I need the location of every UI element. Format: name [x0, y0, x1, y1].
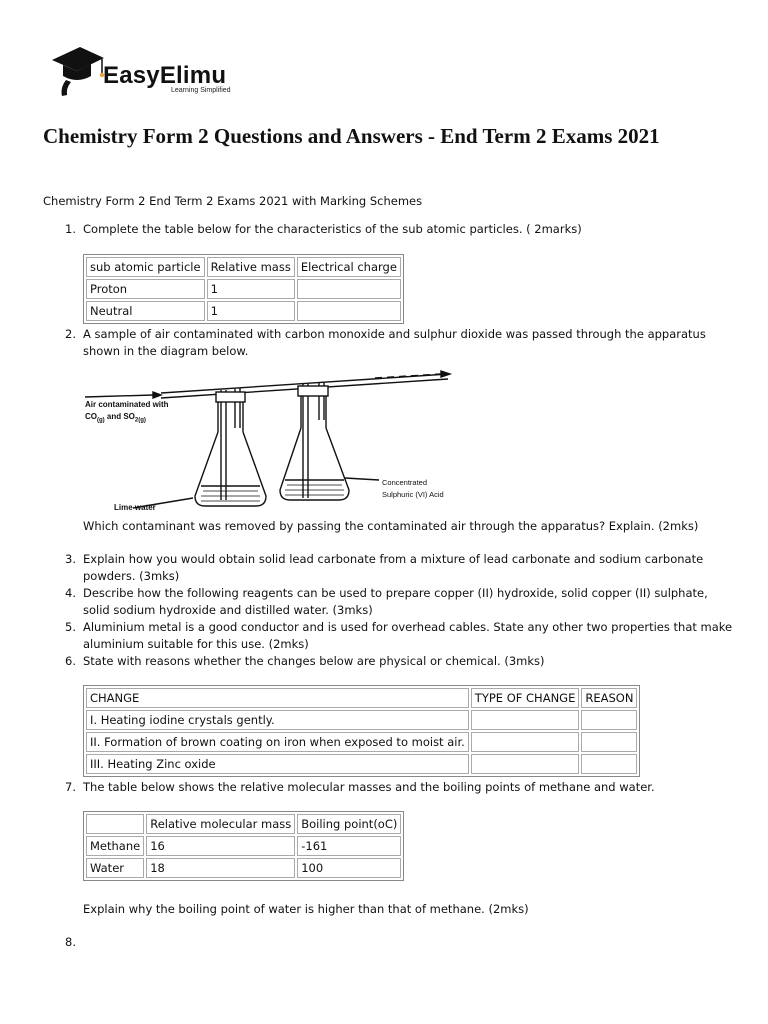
- table-cell: sub atomic particle: [86, 257, 205, 277]
- question-number: 1.: [65, 222, 76, 236]
- table-cell: Methane: [86, 836, 144, 856]
- table-cell: Relative molecular mass: [146, 814, 295, 834]
- label-lime-water: Lime water: [114, 503, 156, 512]
- table-cell: 1: [207, 279, 295, 299]
- question-number: 4.: [65, 586, 76, 600]
- question-4: [65, 585, 733, 619]
- label-concentrated: Concentrated: [382, 478, 428, 487]
- question-3: [65, 551, 733, 585]
- question-7: [65, 779, 733, 796]
- brand-name: EasyElimu: [103, 62, 227, 89]
- label-gases: [85, 412, 146, 424]
- table-cell: 1: [207, 301, 295, 321]
- table-cell: [581, 754, 637, 774]
- changes-table: [83, 685, 640, 777]
- table-cell: REASON: [581, 688, 637, 708]
- question-2: [65, 326, 733, 360]
- table-row: [86, 754, 637, 774]
- question-6: [65, 653, 733, 670]
- question-text: State with reasons whether the changes below are physical or chemical. (3mks): [83, 654, 545, 668]
- table-cell: Relative mass: [207, 257, 295, 277]
- page-title: Chemistry Form 2 Questions and Answers - End Term 2 Exams 2021: [43, 124, 660, 148]
- table-row: [86, 836, 401, 856]
- label-so2-subscript: 2(g): [134, 417, 146, 424]
- table-cell: [297, 279, 401, 299]
- label-so2: and SO: [104, 412, 135, 421]
- question-text: Explain how you would obtain solid lead carbonate from a mixture of lead carbonate and sodium carbonate powders. (3mks): [83, 552, 704, 583]
- table-cell: I. Heating iodine crystals gently.: [86, 710, 469, 730]
- table-header-row: [86, 814, 401, 834]
- graduation-cap-icon: [50, 44, 106, 100]
- table-header-row: [86, 688, 637, 708]
- question-2-followup: [83, 518, 733, 535]
- table-row: [86, 732, 637, 752]
- table-cell: 16: [146, 836, 295, 856]
- question-text: A sample of air contaminated with carbon monoxide and sulphur dioxide was passed through the apparatus shown in the diagram below.: [83, 327, 706, 358]
- question-number: 5.: [65, 620, 76, 634]
- label-co: CO: [85, 412, 97, 421]
- table-cell: [86, 814, 144, 834]
- question-1: [65, 221, 733, 238]
- question-7-followup: [83, 901, 733, 918]
- question-text: Aluminium metal is a good conductor and is used for overhead cables. State any other two properties that make aluminium suitable for this use. (2mks): [83, 620, 733, 651]
- table-cell: Boiling point(oC): [297, 814, 401, 834]
- table-cell: CHANGE: [86, 688, 469, 708]
- table-cell: [581, 710, 637, 730]
- question-number: 6.: [65, 654, 76, 668]
- table-cell: Neutral: [86, 301, 205, 321]
- table-row: [86, 710, 637, 730]
- molecular-mass-table: [83, 811, 404, 881]
- brand-tagline: Learning Simplified: [171, 87, 231, 94]
- question-5: [65, 619, 733, 653]
- table-cell: [471, 710, 580, 730]
- question-text: Complete the table below for the characteristics of the sub atomic particles. ( 2marks): [83, 222, 582, 236]
- question-text: Describe how the following reagents can be used to prepare copper (II) hydroxide, solid copper (II) sulphate, solid sodium hydroxide and distilled water. (3mks): [83, 586, 708, 617]
- table-header-row: [86, 257, 401, 277]
- apparatus-diagram: [83, 368, 463, 518]
- table-cell: [471, 754, 580, 774]
- site-logo[interactable]: [50, 44, 250, 100]
- table-row: [86, 301, 401, 321]
- table-cell: 100: [297, 858, 401, 878]
- label-sulphuric-acid: Sulphuric (VI) Acid: [382, 490, 444, 499]
- table-cell: Proton: [86, 279, 205, 299]
- question-number: 8.: [65, 935, 76, 949]
- question-text: The table below shows the relative molecular masses and the boiling points of methane and water.: [83, 780, 655, 794]
- table-cell: [471, 732, 580, 752]
- table-cell: -161: [297, 836, 401, 856]
- table-cell: [581, 732, 637, 752]
- table-cell: III. Heating Zinc oxide: [86, 754, 469, 774]
- question-number: 3.: [65, 552, 76, 566]
- question-number: 7.: [65, 780, 76, 794]
- question-text: Which contaminant was removed by passing the contaminated air through the apparatus? Explain. (2mks): [83, 519, 699, 533]
- table-row: [86, 279, 401, 299]
- table-cell: TYPE OF CHANGE: [471, 688, 580, 708]
- subatomic-particles-table: [83, 254, 404, 324]
- table-cell: 18: [146, 858, 295, 878]
- question-number: 2.: [65, 327, 76, 341]
- table-row: [86, 858, 401, 878]
- page-intro: Chemistry Form 2 End Term 2 Exams 2021 with Marking Schemes: [43, 194, 423, 208]
- label-air-contaminated: Air contaminated with: [85, 400, 169, 409]
- table-cell: Electrical charge: [297, 257, 401, 277]
- label-co-subscript: (g): [97, 417, 105, 424]
- question-text: Explain why the boiling point of water is higher than that of methane. (2mks): [83, 902, 529, 916]
- table-cell: [297, 301, 401, 321]
- table-cell: II. Formation of brown coating on iron when exposed to moist air.: [86, 732, 469, 752]
- table-cell: Water: [86, 858, 144, 878]
